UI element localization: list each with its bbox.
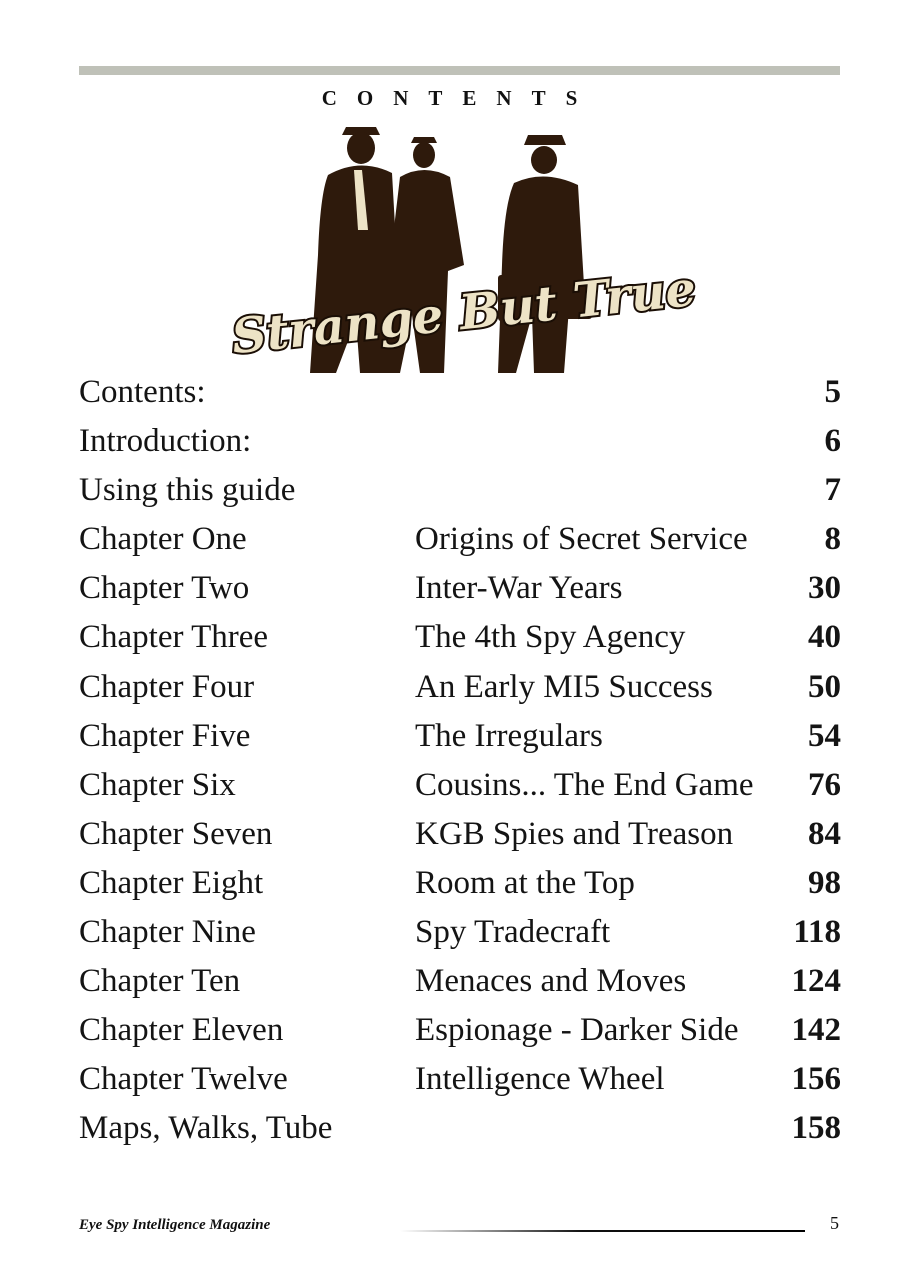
toc-label: Chapter Four xyxy=(79,668,255,705)
toc-page-number: 7 xyxy=(824,472,841,509)
toc-chapter-title: KGB Spies and Treason xyxy=(415,815,734,852)
toc-row xyxy=(79,1104,841,1153)
toc-row xyxy=(79,368,841,417)
toc-row xyxy=(79,761,841,810)
toc-chapter-title: Room at the Top xyxy=(415,864,635,901)
contents-heading: CONTENTS xyxy=(321,86,598,110)
toc-page-number: 98 xyxy=(808,864,841,901)
table-of-contents xyxy=(79,368,841,1154)
toc-label: Chapter Seven xyxy=(79,815,273,852)
toc-label: Chapter Twelve xyxy=(79,1061,288,1098)
toc-label: Chapter Three xyxy=(79,619,269,656)
toc-page-number: 84 xyxy=(808,815,841,852)
toc-page-number: 158 xyxy=(791,1110,841,1147)
footer-publication-title: Eye Spy Intelligence Magazine xyxy=(79,1217,271,1233)
toc-label: Chapter Two xyxy=(79,570,250,607)
toc-chapter-title: Cousins... The End Game xyxy=(415,766,754,803)
footer-rule xyxy=(400,1230,805,1232)
toc-page-number: 30 xyxy=(808,570,841,607)
toc-row xyxy=(79,663,841,712)
strange-but-true-logo xyxy=(229,115,699,377)
toc-chapter-title: Inter-War Years xyxy=(415,570,623,607)
toc-row xyxy=(79,417,841,466)
toc-chapter-title: Menaces and Moves xyxy=(415,963,687,1000)
toc-label: Using this guide xyxy=(79,472,296,509)
toc-row xyxy=(79,1006,841,1055)
toc-chapter-title: The 4th Spy Agency xyxy=(415,619,686,656)
toc-label: Chapter Nine xyxy=(79,914,256,951)
toc-label: Chapter Five xyxy=(79,717,251,754)
toc-page-number: 156 xyxy=(791,1061,841,1098)
toc-page-number: 8 xyxy=(824,521,841,558)
toc-page-number: 54 xyxy=(808,717,841,754)
page-number: 5 xyxy=(830,1213,839,1233)
toc-label: Maps, Walks, Tube xyxy=(79,1110,333,1147)
toc-page-number: 50 xyxy=(808,668,841,705)
toc-row xyxy=(79,1055,841,1104)
toc-page-number: 118 xyxy=(793,914,841,951)
toc-chapter-title: Intelligence Wheel xyxy=(415,1061,665,1098)
toc-row xyxy=(79,810,841,859)
toc-label: Chapter Six xyxy=(79,766,236,803)
toc-chapter-title: Origins of Secret Service xyxy=(415,521,748,558)
toc-row xyxy=(79,564,841,613)
toc-row xyxy=(79,712,841,761)
toc-page-number: 124 xyxy=(791,963,841,1000)
toc-label: Introduction: xyxy=(79,423,252,460)
toc-row xyxy=(79,859,841,908)
toc-row xyxy=(79,957,841,1006)
toc-row xyxy=(79,613,841,662)
toc-chapter-title: Spy Tradecraft xyxy=(415,914,611,951)
toc-label: Chapter One xyxy=(79,521,247,558)
toc-page-number: 5 xyxy=(824,374,841,410)
toc-page-number: 6 xyxy=(824,423,841,460)
toc-page-number: 76 xyxy=(808,766,841,803)
toc-row xyxy=(79,908,841,957)
toc-row xyxy=(79,466,841,515)
toc-chapter-title: The Irregulars xyxy=(415,717,603,754)
toc-row xyxy=(79,515,841,564)
toc-page-number: 142 xyxy=(791,1012,841,1049)
toc-label: Contents: xyxy=(79,374,206,410)
toc-page-number: 40 xyxy=(808,619,841,656)
top-rule xyxy=(79,66,840,75)
toc-chapter-title: Espionage - Darker Side xyxy=(415,1012,739,1049)
toc-label: Chapter Eight xyxy=(79,864,264,901)
logo-text: Strange But True xyxy=(229,260,699,366)
toc-label: Chapter Eleven xyxy=(79,1012,284,1049)
toc-label: Chapter Ten xyxy=(79,963,241,1000)
toc-chapter-title: An Early MI5 Success xyxy=(415,668,713,705)
